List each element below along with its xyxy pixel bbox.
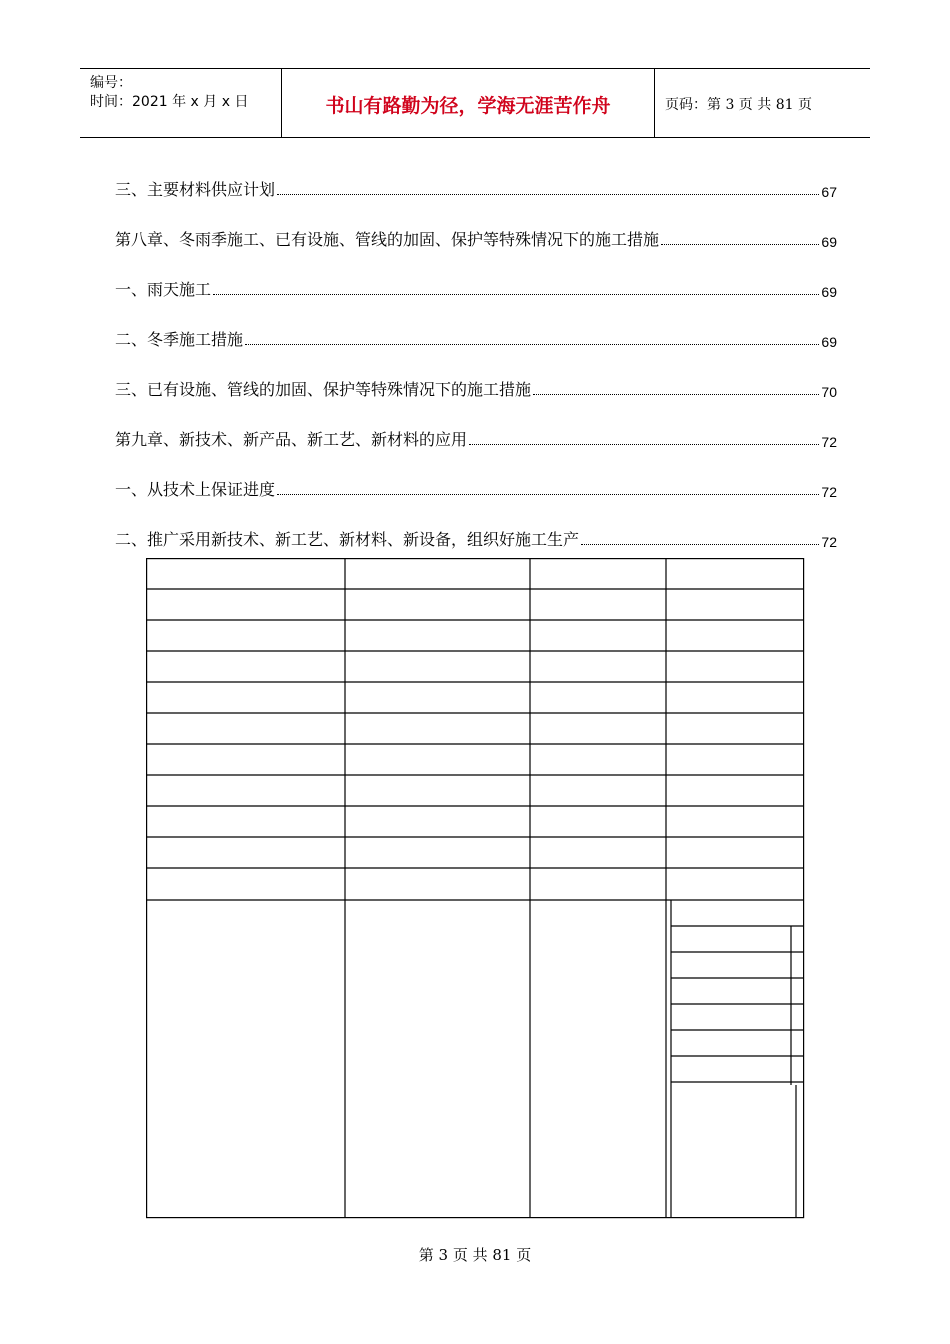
toc-entry[interactable] [115, 370, 837, 400]
toc-entry-page: 70 [821, 384, 837, 400]
header-page-cell [655, 69, 870, 137]
toc-leader-dots [533, 394, 819, 395]
page-header [80, 68, 870, 138]
header-motto-cell [281, 69, 655, 137]
toc-entry-page: 69 [821, 234, 837, 250]
toc-entry-page: 72 [821, 484, 837, 500]
toc-leader-dots [469, 444, 819, 445]
doc-time-label: 时间：2021 年 x 月 x 日 [90, 94, 249, 110]
doc-code-label: 编号： [90, 75, 132, 91]
toc-entry[interactable] [115, 320, 837, 350]
toc-entry-title: 三、已有设施、管线的加固、保护等特殊情况下的施工措施 [115, 380, 532, 399]
header-page-info: 页码：第 3 页 共 81 页 [665, 97, 812, 113]
toc-entry-page: 67 [821, 184, 837, 200]
toc-leader-dots [245, 344, 819, 345]
toc-entry[interactable] [115, 420, 837, 450]
toc-entry-page: 72 [821, 434, 837, 450]
toc-leader-dots [277, 194, 819, 195]
toc-leader-dots [213, 294, 819, 295]
toc-entry[interactable] [115, 470, 837, 500]
toc-leader-dots [661, 244, 819, 245]
toc-entry-page: 69 [821, 284, 837, 300]
toc-entry[interactable] [115, 170, 837, 200]
toc-entry[interactable] [115, 520, 837, 550]
toc-entry[interactable] [115, 270, 837, 300]
toc-entry-page: 72 [821, 534, 837, 550]
header-motto: 书山有路勤为径，学海无涯苦作舟 [325, 95, 611, 117]
toc-entry-title: 三、主要材料供应计划 [115, 180, 276, 199]
toc-entry-title: 第九章、新技术、新产品、新工艺、新材料的应用 [115, 430, 468, 449]
toc-entry-title: 二、冬季施工措施 [115, 330, 244, 349]
page-footer: 第 3 页 共 81 页 [418, 1246, 532, 1264]
empty-table-lines [146, 558, 806, 1220]
toc-entry-title: 一、雨天施工 [115, 280, 212, 299]
toc-leader-dots [277, 494, 819, 495]
header-meta-cell [80, 69, 281, 137]
toc-entry-title: 一、从技术上保证进度 [115, 480, 276, 499]
empty-table [146, 558, 806, 1220]
toc-entry-page: 69 [821, 334, 837, 350]
toc-entry-title: 第八章、冬雨季施工、已有设施、管线的加固、保护等特殊情况下的施工措施 [115, 230, 660, 249]
toc-leader-dots [581, 544, 819, 545]
toc-entry[interactable] [115, 220, 837, 250]
toc-entry-title: 二、推广采用新技术、新工艺、新材料、新设备，组织好施工生产 [115, 530, 580, 549]
